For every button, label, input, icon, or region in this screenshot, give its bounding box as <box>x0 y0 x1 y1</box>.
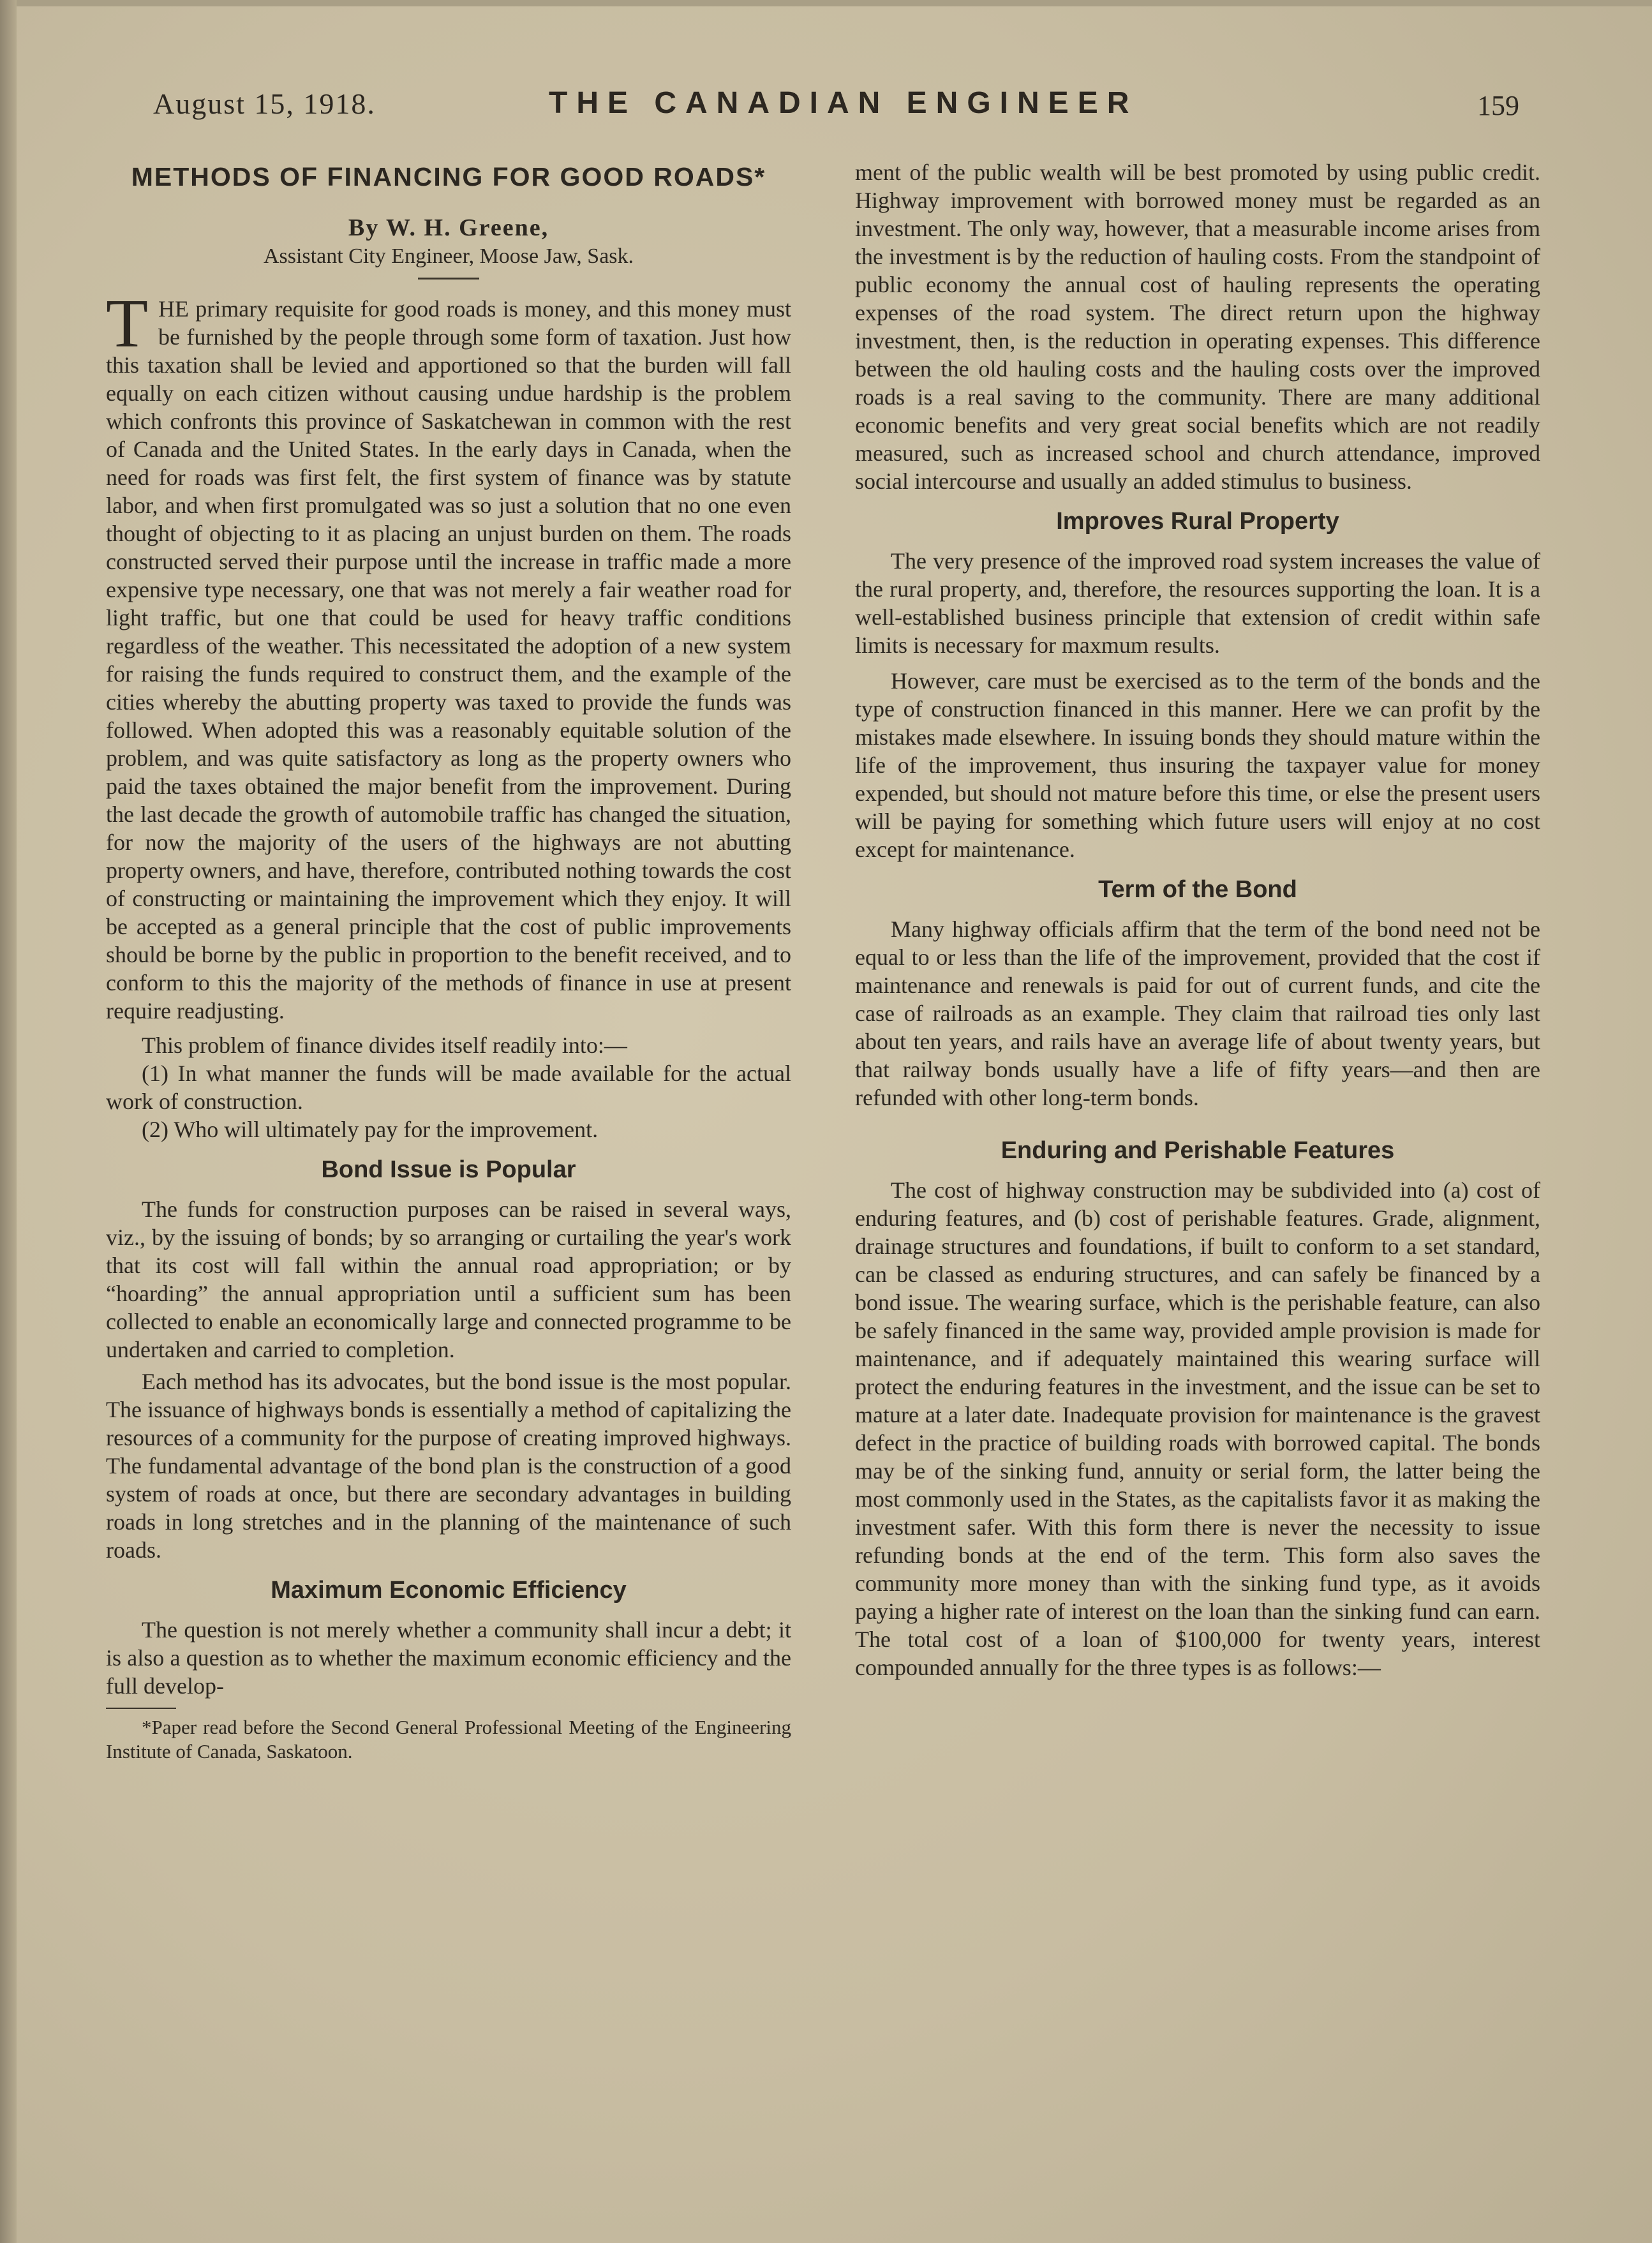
bond-paragraph-2: Each method has its advocates, but the bond issue is the most popular. The issuance of highways bonds is essentially a method of capitalizing the resources of a community for the purpose of creating improved highways. The fundamental advantage of the bond plan is the construction of a good system of roads at once, but there are secondary advantages in building roads in long stretches and in the planning of the maintenance of such roads. <box>106 1369 791 1563</box>
subhead-enduring-perishable: Enduring and Perishable Features <box>1001 1137 1395 1164</box>
header-journal-title: THE CANADIAN ENGINEER <box>549 86 1138 120</box>
term-paragraph: Many highway officials affirm that the term of the bond need not be equal to or less than the life of the improvement, provided that the cost if maintenance and renewals is paid for out of current funds, and cite the case of railroads as an example. They claim that railroad ties only last about ten years, and rails have an average life of about twenty years, but that railway bonds usually have a life of fifty years—and then are refunded with other long-term bonds. <box>855 916 1540 1110</box>
subhead-rural-property: Improves Rural Property <box>1056 508 1339 535</box>
subhead-bond-issue: Bond Issue is Popular <box>321 1156 576 1183</box>
enduring-paragraph: The cost of highway construction may be subdivided into (a) cost of enduring features, and (b) cost of perishable features. Grade, alignment, drainage structures and foundations, if built to conform to a set standard, can be classed as enduring structures, and can safely be financed by a bond issue. The wearing surface, which is the perishable feature, can also be safely financed in the same way, provided ample provision is made for maintenance, and if adequately maintained this wearing surface will protect the enduring features in the investment, and the issue can be set to mature at a later date. Inadequate provision for maintenance is the gravest defect in the practice of building roads with borrowed capital. The bonds may be of the sinking fund, annuity or serial form, the latter being the most commonly used in the States, as the capitalists favor it as making the investment safer. With this form there is never the necessity to issue refunding bonds at the end of the term. This form also saves the community more money than with the sinking fund type, as it avoids paying a higher rate of interest on the loan than the sinking fund can earn. The total cost of a loan of $100,000 for twenty years, interest compounded annually for the three types is as follows:— <box>855 1177 1540 1680</box>
drop-cap: T <box>106 286 148 362</box>
subhead-term-of-bond: Term of the Bond <box>1098 876 1297 903</box>
title-rule <box>418 278 479 279</box>
efficiency-continued: ment of the public wealth will be best promoted by using public credit. Highway improvement with borrowed money must be regarded as an investment. The only way, however, that a measurable income arises from the investment is by the reduction of hauling costs. From the standpoint of public economy the annual cost of hauling represents the operating expenses of the road system. The direct return upon the highway investment, then, is the reduction in operating expenses. This difference between the old hauling costs and the hauling costs over the improved roads is a real saving to the community. There are many additional economic benefits and very great social benefits which are not readily measured, such as increased school and church attendance, improved social intercourse and usually an added stimulus to business. <box>855 160 1540 494</box>
left-column <box>106 158 791 1764</box>
footnote-rule <box>106 1708 176 1709</box>
running-header <box>0 83 1652 134</box>
rural-paragraph-1: The very presence of the improved road system increases the value of the rural property, and, therefore, the resources supporting the loan. It is a well-established business principle that extension of credit within safe limits is necessary for maxmum results. <box>855 548 1540 658</box>
right-column <box>855 158 1540 1681</box>
author-affiliation: Assistant City Engineer, Moose Jaw, Sask. <box>263 244 634 268</box>
footnote: *Paper read before the Second General Professional Meeting of the Engineering Institute of Canada, Saskatoon. <box>106 1716 791 1762</box>
page-top-edge <box>0 0 1652 6</box>
subhead-economic-efficiency: Maximum Economic Efficiency <box>271 1577 627 1604</box>
list-item-2: (2) Who will ultimately pay for the improvement. <box>142 1117 599 1142</box>
article-title: METHODS OF FINANCING FOR GOOD ROADS* <box>131 162 766 191</box>
list-item-1: (1) In what manner the funds will be made available for the actual work of construction. <box>106 1061 791 1114</box>
intro-text: HE primary requisite for good roads is money, and this money must be furnished by the people through some form of taxation. Just how this taxation shall be levied and apportioned so that the burden will fall equally on each citizen without causing undue hardship is the problem which confronts this province of Saskatchewan in common with the rest of Canada and the United States. In the early days in Canada, when the need for roads was first felt, the first system of finance was by statute labor, and when first promulgated was so just a solution that no one even thought of objecting to it as placing an unjust burden on them. The roads constructed served their purpose until the increase in traffic made a more expensive type necessary, one that was not merely a fair weather road for light traffic, but one that could be used for heavy traffic conditions regardless of the weather. This necessitated the adoption of a new system for raising the funds required to construct them, and the example of the cities whereby the abutting property was taxed to provide the funds was followed. When adopted this was a reasonably equitable solution of the problem, and was quite satisfactory as long as the property owners who paid the taxes obtained the major benefit from the improvement. During the last decade the growth of automobile traffic has changed the situation, for now the majority of the users of the highways are not abutting property owners, and have, therefore, contributed nothing towards the cost of constructing or maintaining the improvement which they enjoy. It will be accepted as a general principle that the cost of public improvements should be borne by the public in proportion to the benefit received, and to conform to this the majority of the methods of finance in use at present require readjusting. <box>106 296 791 1024</box>
intro-paragraph <box>106 286 791 1025</box>
bond-paragraph-1: The funds for construction purposes can be raised in several ways, viz., by the issuing of bonds; by so arranging or curtailing the year's work that its cost will fall within the annual road appropriation; or by “hoarding” the annual appropriation until a sufficient sum has been collected to enable an economically large and connected programme to be undertaken and carried to completion. <box>106 1196 791 1362</box>
divides-paragraph: This problem of finance divides itself readily into:— <box>142 1032 627 1058</box>
rural-paragraph-2: However, care must be exercised as to the term of the bonds and the type of construction financed in this manner. Here we can profit by the mistakes made elsewhere. In issuing bonds they should mature within the life of the improvement, thus insuring the taxpayer value for money expended, but should not mature before this time, or else the present users will be paying for something which future users will enjoy at no cost except for maintenance. <box>855 668 1540 862</box>
header-date: August 15, 1918. <box>153 87 376 120</box>
page-binding-edge <box>0 0 17 2243</box>
header-page-number: 159 <box>1477 90 1519 121</box>
author-byline: By W. H. Greene, <box>348 214 549 241</box>
efficiency-paragraph: The question is not merely whether a community shall incur a debt; it is also a question as to whether the maximum economic efficiency and the full develop- <box>106 1617 791 1699</box>
